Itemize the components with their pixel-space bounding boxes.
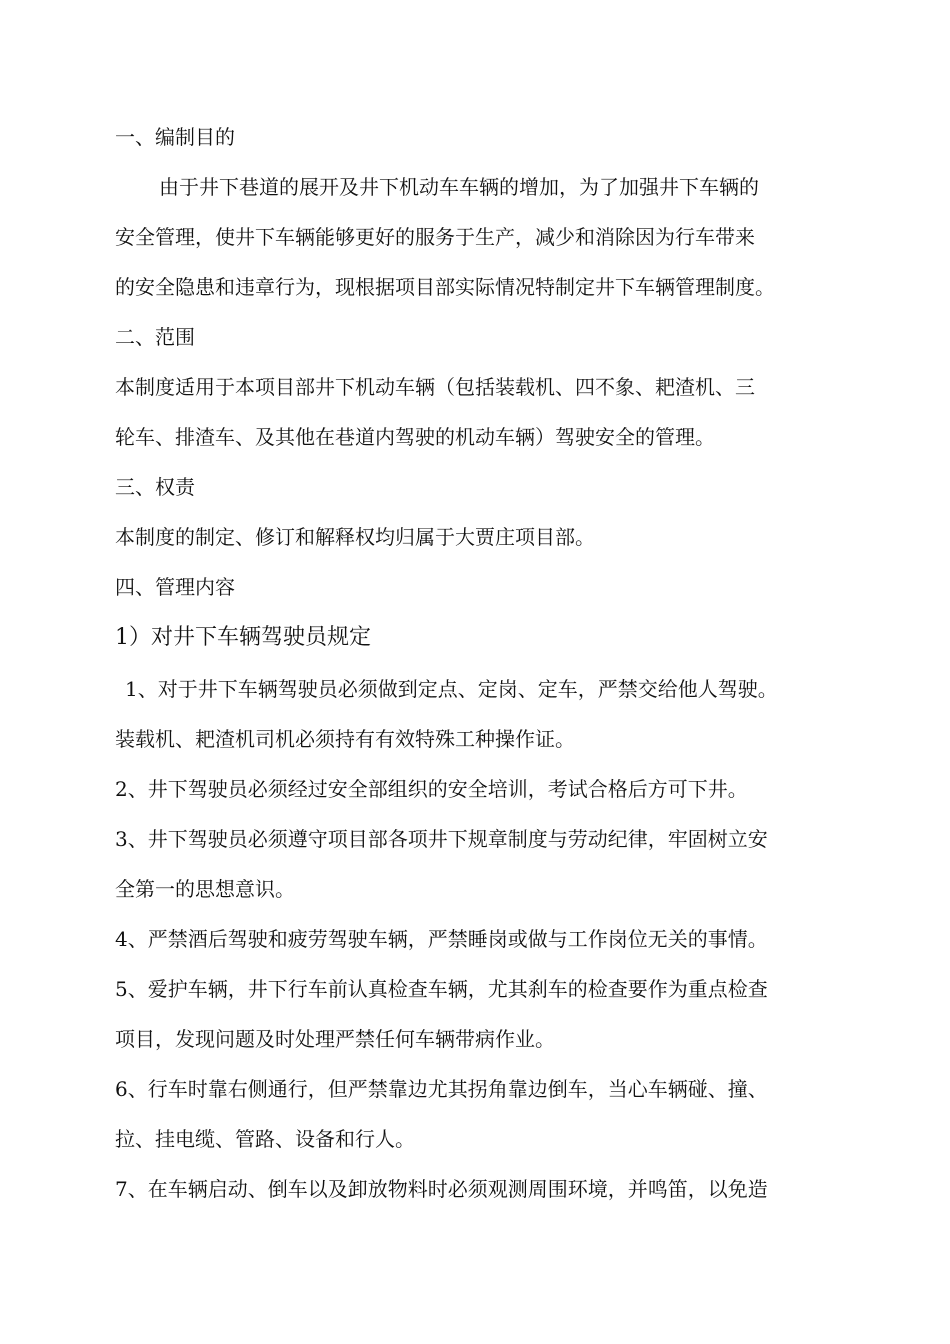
section-heading-purpose: 一、编制目的 (115, 125, 235, 149)
rule-line: 全第一的思想意识。 (115, 877, 295, 901)
rule-line: 2、井下驾驶员必须经过安全部组织的安全培训，考试合格后方可下井。 (115, 777, 748, 801)
subsection-heading-drivers: 1）对井下车辆驾驶员规定 (115, 625, 371, 650)
rule-line: 3、井下驾驶员必须遵守项目部各项井下规章制度与劳动纪律，牢固树立安 (115, 827, 768, 851)
paragraph-line: 本制度的制定、修订和解释权均归属于大贾庄项目部。 (115, 525, 595, 549)
section-heading-scope: 二、范围 (115, 325, 195, 349)
document-body (115, 112, 845, 1214)
paragraph-line: 轮车、排渣车、及其他在巷道内驾驶的机动车辆）驾驶安全的管理。 (115, 425, 715, 449)
rule-line: 拉、挂电缆、管路、设备和行人。 (115, 1127, 415, 1151)
paragraph-line: 安全管理，使井下车辆能够更好的服务于生产，减少和消除因为行车带来 (115, 225, 755, 249)
rule-line: 7、在车辆启动、倒车以及卸放物料时必须观测周围环境，并鸣笛，以免造 (115, 1177, 768, 1201)
section-heading-authority: 三、权责 (115, 475, 195, 499)
rule-line: 6、行车时靠右侧通行，但严禁靠边尤其拐角靠边倒车，当心车辆碰、撞、 (115, 1077, 768, 1101)
rule-line: 1、对于井下车辆驾驶员必须做到定点、定岗、定车，严禁交给他人驾驶。 (125, 677, 778, 701)
paragraph-line: 本制度适用于本项目部井下机动车辆（包括装载机、四不象、耙渣机、三 (115, 375, 755, 399)
section-heading-management: 四、管理内容 (115, 575, 235, 599)
rule-line: 项目，发现问题及时处理严禁任何车辆带病作业。 (115, 1027, 555, 1051)
rule-line: 4、严禁酒后驾驶和疲劳驾驶车辆，严禁睡岗或做与工作岗位无关的事情。 (115, 927, 768, 951)
paragraph-line: 由于井下巷道的展开及井下机动车车辆的增加，为了加强井下车辆的 (159, 175, 759, 199)
rule-line: 5、爱护车辆，井下行车前认真检查车辆，尤其刹车的检查要作为重点检查 (115, 977, 768, 1001)
paragraph-line: 的安全隐患和违章行为，现根据项目部实际情况特制定井下车辆管理制度。 (115, 275, 775, 299)
rule-line: 装载机、耙渣机司机必须持有有效特殊工种操作证。 (115, 727, 575, 751)
